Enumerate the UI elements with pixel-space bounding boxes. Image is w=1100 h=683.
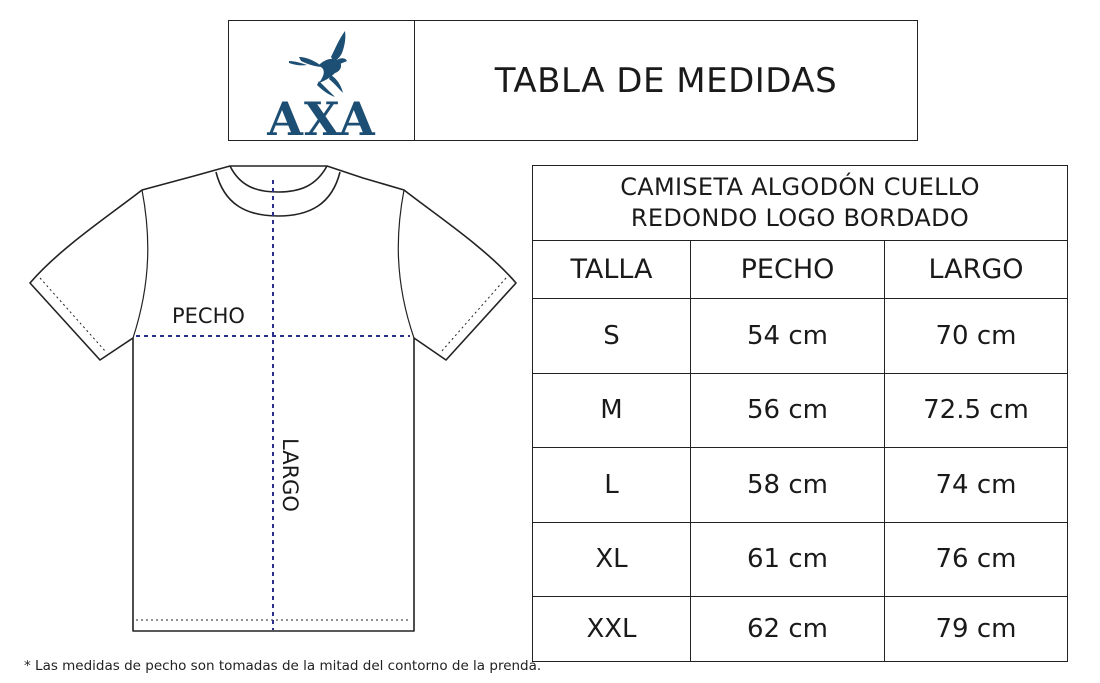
pecho-cell: 56 cm [691, 374, 885, 448]
size-table [532, 165, 1068, 662]
pecho-cell: 61 cm [691, 523, 885, 597]
header-box [228, 20, 918, 146]
pecho-cell: 58 cm [691, 448, 885, 522]
page-title: TABLA DE MEDIDAS [494, 60, 838, 101]
table-title-line-2: REDONDO LOGO BORDADO [630, 204, 970, 232]
pecho-cell: 62 cm [691, 597, 885, 661]
largo-cell: 76 cm [935, 544, 1017, 575]
size-cell: S [533, 299, 691, 373]
footnote: * Las medidas de pecho son tomadas de la mitad del contorno de la prenda. [24, 658, 542, 674]
eagle-icon [279, 27, 367, 101]
largo-cell: 74 cm [935, 469, 1017, 500]
table-title [533, 166, 1067, 241]
table-row [533, 374, 1067, 449]
logo [229, 21, 415, 146]
pecho-cell: 54 cm [691, 299, 885, 373]
table-row [533, 448, 1067, 523]
table-title-line-1: CAMISETA ALGODÓN CUELLO [620, 173, 980, 201]
column-header-talla: TALLA [533, 241, 691, 298]
table-row [533, 597, 1067, 661]
table-row [533, 523, 1067, 598]
size-cell: XL [533, 523, 691, 597]
logo-text: AXA [267, 92, 376, 146]
table-row [533, 299, 1067, 374]
column-header-pecho: PECHO [691, 241, 885, 298]
largo-cell: 70 cm [935, 320, 1017, 351]
largo-cell: 72.5 cm [923, 395, 1029, 426]
size-cell: M [533, 374, 691, 448]
size-cell: L [533, 448, 691, 522]
tshirt-diagram [0, 150, 520, 640]
size-cell: XXL [533, 597, 691, 661]
largo-cell: 79 cm [935, 614, 1017, 644]
largo-label: LARGO [278, 438, 302, 512]
table-header-row [533, 241, 1067, 299]
pecho-label: PECHO [172, 304, 245, 328]
column-header-largo: LARGO [928, 254, 1024, 285]
